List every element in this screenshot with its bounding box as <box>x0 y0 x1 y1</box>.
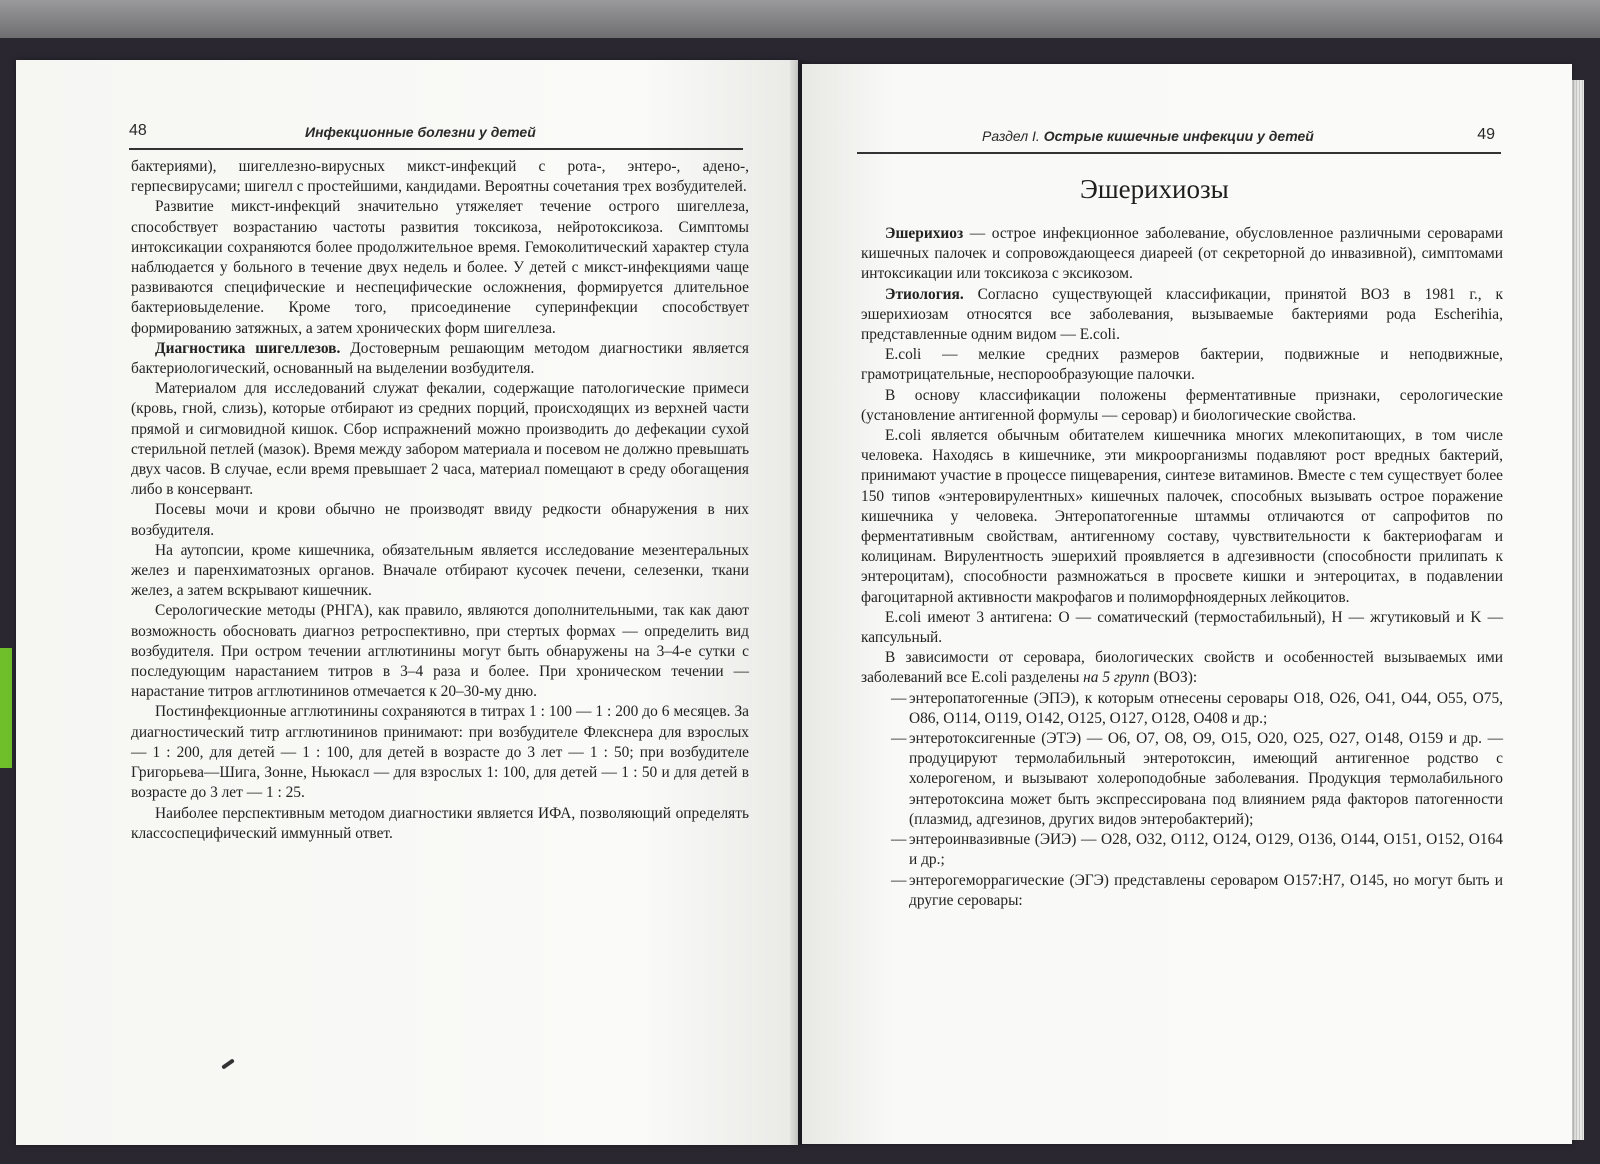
cover-accent-strip <box>0 648 12 768</box>
paragraph-lead: Эшерихиоз <box>885 225 964 242</box>
paragraph <box>861 608 1503 648</box>
serovar-groups-list <box>861 689 1503 911</box>
paragraph-text: Серологические методы (РНГА), как правило, являются дополнительными, так как дают возможность обосновать диагноз ретроспективно, при стертых формах — определить вид возбудителя. При остром течении агглютинины могут быть обнаружены на 3–4-е сутки с последующим нарастанием титров в 3–4 раза и более. При хроническом течении — нарастание титров агглютининов отмечается к 20–30-му дню. <box>131 602 749 701</box>
paragraph <box>131 541 749 602</box>
paragraph-text: E.coli имеют 3 антигена: O — соматический (термостабильный), H — жгутиковый и K — капсульный. <box>861 608 1503 647</box>
paragraph <box>861 386 1503 426</box>
chapter-title: Эшерихиозы <box>1080 174 1229 204</box>
pen-mark <box>221 1058 235 1069</box>
paragraph-text: Согласно существующей классификации, принятой ВОЗ в 1981 г., к эшерихиозам относятся все заболевания, вызываемые бактериями рода Escherihia, представленные одним видом — E.coli. <box>861 285 1503 344</box>
groups-intro-tail: (ВОЗ): <box>1149 669 1198 687</box>
right-running-title-text: Острые кишечные инфекции у детей <box>1043 128 1314 144</box>
paragraph-text: Материалом для исследований служат фекалии, содержащие патологические примеси (кровь, гной, слизь), которые отбирают из средних порций, происходящих из верхней части прямой и сигмовидной кишок. Сбор испражнений можно производить до дефекации сухой стерильной петлей (мазок). Время между забором материала и посевом не должно превышать двух часов. В случае, если время превышает 2 часа, материал помещают в среду обогащения либо в консервант. <box>131 380 749 499</box>
serovar-group-item: — энтероинвазивные (ЭИЭ) — O28, O32, O112, O124, O129, O136, O144, O151, O152, O164 и др.; <box>861 830 1503 870</box>
paragraph-text: — острое инфекционное заболевание, обусловленное различными сероварами кишечных палочек и сопровождающееся диареей (от секреторной до инвазивной), симптомами интоксикации или токсикоза с эксикозом. <box>861 225 1503 283</box>
serovar-group-item: — энтеропатогенные (ЭПЭ), к которым отнесены серовары O18, O26, O41, O44, O55, O75, O86, O114, O119, O142, O125, O127, O128, O408 и др.; <box>861 689 1503 729</box>
left-page <box>16 60 798 1145</box>
right-page-number: 49 <box>1477 126 1495 143</box>
right-running-title-prefix: Раздел I. <box>982 128 1040 144</box>
paragraph <box>861 426 1503 608</box>
groups-intro <box>861 648 1503 688</box>
paragraph-text: Посевы мочи и крови обычно не производят ввиду редкости обнаружения в них возбудителя. <box>131 501 749 539</box>
left-page-number: 48 <box>129 122 147 139</box>
right-page-body <box>861 224 1503 911</box>
paragraph <box>131 197 749 338</box>
groups-intro-italic: на 5 групп <box>1083 669 1150 687</box>
paragraph-text: E.coli является обычным обитателем кишечника многих млекопитающих, в том числе человека. Находясь в кишечнике, эти микроорганизмы подавляют рост вредных бактерий, принимают участие в процессе пищеварения, синтезе витаминов. Вместе с тем существует более 150 типов «энтеровирулентных» кишечных палочек, способных вызывать острое поражение кишечника у человека. Энтеропатогенные штаммы отличаются от сапрофитов по ферментативным свойствам, антигенному составу, чувствительности к бактериофагам и колицинам. Вирулентность эшерихий проявляется в адгезивности (способности прилипать к энтероцитам), способности размножаться в просвете кишки и энтероцитах, в подавлении фагоцитарной активности макрофагов и полиморфноядерных лейкоцитов. <box>861 427 1503 606</box>
right-running-header <box>857 122 1501 154</box>
paragraph <box>861 224 1503 285</box>
paragraph <box>861 285 1503 346</box>
paragraph <box>131 157 749 197</box>
serovar-group-item: — энтеротоксигенные (ЭТЭ) — O6, O7, O8, O9, O15, O20, O25, O27, O148, O159 и др. — продуцируют термолабильный энтеротоксин, имеющий антигенное родство с холерогеном, и вызывают холероподобные заболевания. Продукция термолабильного энтеротоксина может быть экспрессирована под влиянием ряда факторов патогенности (плазмид, адгезинов, других видов энтеробактерий); <box>861 729 1503 830</box>
paragraph <box>131 500 749 540</box>
left-running-title: Инфекционные болезни у детей <box>305 124 536 140</box>
groups-intro-text: В зависимости от серовара, биологических свойств и особенностей вызываемых ими заболеваний все E.coli разделены <box>861 649 1503 687</box>
paragraph <box>861 345 1503 385</box>
paragraph-text: На аутопсии, кроме кишечника, обязательным является исследование мезентеральных желез и паренхиматозных органов. Вначале отбирают кусочек печени, селезенки, ткани желез, а затем вскрывают кишечник. <box>131 541 749 600</box>
left-page-body <box>131 157 749 844</box>
paragraph <box>131 379 749 500</box>
paragraph-text: Постинфекционные агглютинины сохраняются в титрах 1 : 100 — 1 : 200 до 6 месяцев. За диагностический титр агглютининов принимают: при возбудителе Флекснера для взрослых — 1 : 200, для детей — 1 : 100, для детей в возрасте до 3 лет — 1 : 50; при возбудителе Григорьева—Шига, Зонне, Ньюкасл — для взрослых 1: 100, для детей — 1 : 50 и для детей в возрасте до 3 лет — 1 : 25. <box>131 703 749 802</box>
paragraph-text: бактериями), шигеллезно-вирусных микст-инфекций с рота-, энтеро-, адено-, герпесвирусами; шигелл с простейшими, кандидами. Вероятны сочетания трех возбудителей. <box>131 158 749 196</box>
paragraph <box>131 804 749 844</box>
right-running-title <box>982 128 1314 144</box>
paragraph-text: E.coli — мелкие средних размеров бактерии, подвижные и неподвижные, грамотрицательные, неспорообразующие палочки. <box>861 346 1503 384</box>
paragraph-lead: Этиология. <box>885 285 964 303</box>
right-page <box>802 64 1572 1144</box>
paragraph-text: В основу классификации положены ферментативные признаки, серологические (установление антигенной формулы — серовар) и биологические свойства. <box>861 386 1503 424</box>
paragraph <box>131 601 749 702</box>
paragraph-text: Наиболее перспективным методом диагностики является ИФА, позволяющий определять классоспецифический иммунный ответ. <box>131 804 749 842</box>
serovar-group-item: — энтерогеморрагические (ЭГЭ) представлены сероваром O157:H7, O145, но могут быть и другие серовары: <box>861 871 1503 911</box>
left-running-header <box>129 118 743 150</box>
paragraph-text: Достоверным решающим методом диагностики является бактериологический, основанный на выделении возбудителя. <box>131 339 749 378</box>
paragraph <box>131 702 749 803</box>
paragraph <box>131 339 749 379</box>
paragraph-text: Развитие микст-инфекций значительно утяжеляет течение острого шигеллеза, способствует возрастанию частоты развития токсикоза, нейротоксикоза. Симптомы интоксикации сохраняются более продолжительное время. Гемоколитический характер стула наблюдается у больного в течение двух недель и более. У детей с микст-инфекциями чаще развиваются специфические и неспецифические осложнения, формируется длительное бактериовыделение. Кроме того, присоединение суперинфекции способствует формированию затяжных, а затем хронических форм шигеллеза. <box>131 198 749 337</box>
paragraph-lead: Диагностика шигеллезов. <box>155 339 341 357</box>
